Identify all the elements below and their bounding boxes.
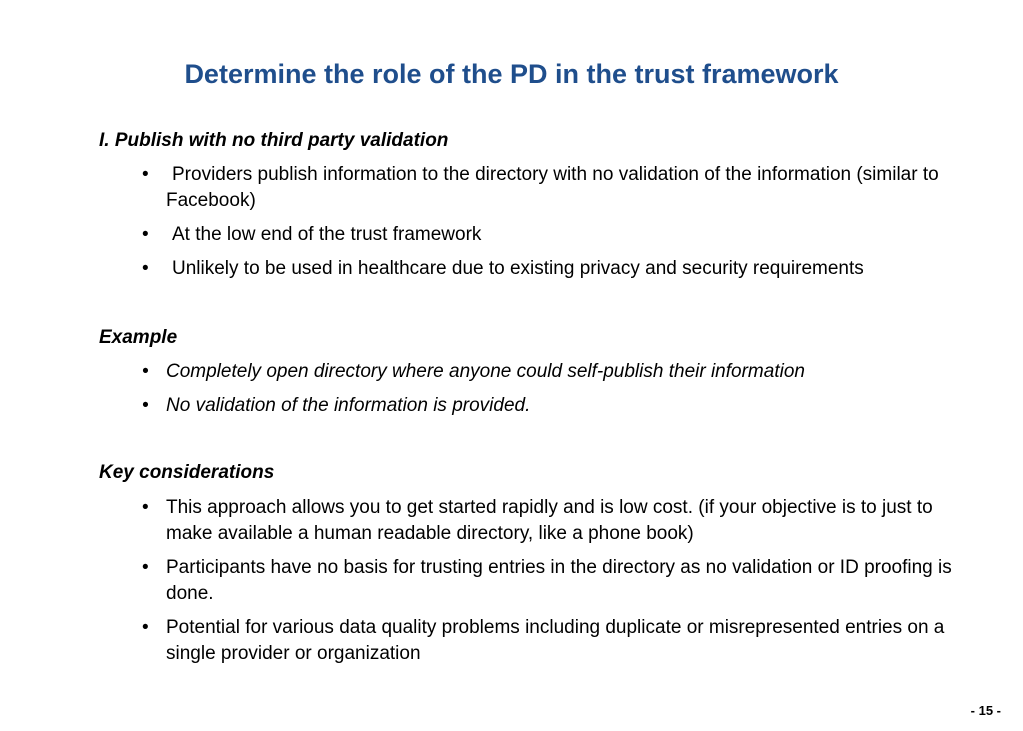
bullet-icon: •	[142, 164, 149, 185]
list-item	[140, 162, 970, 214]
bullet-icon: •	[142, 361, 149, 382]
list-item	[140, 256, 970, 282]
bullet-text: Potential for various data quality problems including duplicate or misrepresented entries on a single provider or organization	[166, 617, 945, 664]
page-number: - 15 -	[970, 703, 1001, 718]
bullet-list-publish	[140, 162, 970, 282]
list-item	[140, 359, 970, 385]
list-item	[140, 615, 970, 667]
bullet-text: Providers publish information to the directory with no validation of the information (similar to Facebook)	[166, 164, 939, 211]
bullet-text: No validation of the information is provided.	[166, 395, 531, 416]
slide-title: Determine the role of the PD in the trust framework	[184, 59, 839, 89]
bullet-icon: •	[142, 497, 149, 518]
bullet-text: Unlikely to be used in healthcare due to existing privacy and security requirements	[172, 258, 864, 279]
bullet-icon: •	[142, 258, 149, 279]
bullet-text: Completely open directory where anyone could self-publish their information	[166, 361, 805, 382]
bullet-icon: •	[142, 617, 149, 638]
section-heading-key-considerations: Key considerations	[99, 462, 275, 483]
bullet-text: At the low end of the trust framework	[172, 224, 482, 245]
bullet-list-example	[140, 359, 970, 419]
bullet-icon: •	[142, 224, 149, 245]
bullet-text: This approach allows you to get started rapidly and is low cost. (if your objective is to just to make available a human readable directory, like a phone book)	[166, 497, 933, 544]
list-item	[140, 222, 970, 248]
bullet-icon: •	[142, 557, 149, 578]
list-item	[140, 555, 970, 607]
bullet-icon: •	[142, 395, 149, 416]
list-item	[140, 495, 970, 547]
list-item	[140, 393, 970, 419]
section-heading-example: Example	[99, 327, 178, 348]
bullet-text: Participants have no basis for trusting entries in the directory as no validation or ID proofing is done.	[166, 557, 952, 604]
section-heading-publish: I. Publish with no third party validation	[99, 130, 449, 151]
bullet-list-key-considerations	[140, 495, 970, 667]
